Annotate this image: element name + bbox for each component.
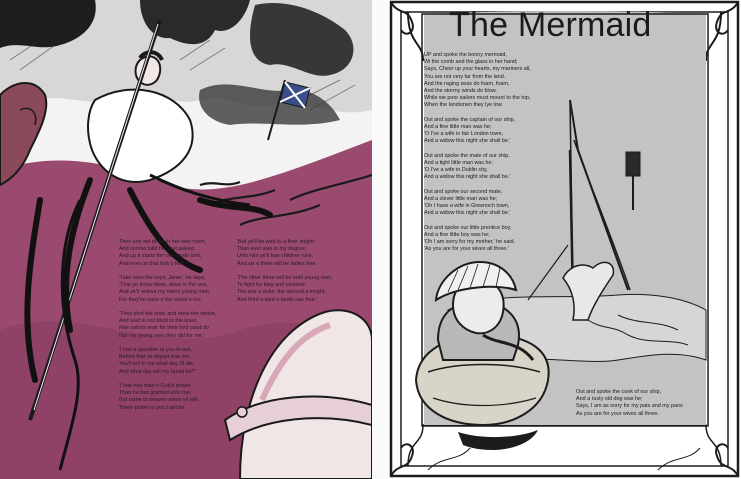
right-stanza: Out and spoke the captain of our ship, And a fine little man was he; 'O I've a wife in fair London town, And a widow this night she shall be.' bbox=[424, 116, 516, 145]
left-stanza: Then she sat down in her own room, And sorrow lulld her fast asleep, And up it starts her own gude lord, And even at that lady's feet. bbox=[119, 239, 207, 267]
right-stanza: UP and spoke the bonny mermaid, Wi the comb and the glass in her hand; Says, Cheer up your hearts, my mariners all, You are not very far from the land. And the raging seas do foam, foam, And the stormy winds do blow, While we poor sailors must mount to the top, When the landsmen they lye low. bbox=[424, 52, 531, 109]
left-stanza: 'I hae a question at you to ask, Before that ye depart frae me; You'll tell to me what day I'll die, And what day will my burial be?' bbox=[119, 347, 196, 375]
page-gutter bbox=[372, 0, 388, 479]
left-text-column-1 bbox=[119, 239, 231, 419]
book-title: The Mermaid bbox=[449, 6, 652, 44]
left-text-column-2 bbox=[237, 239, 352, 311]
right-stanza: Out and spoke the mate of our ship, And a tight little man was he; 'O I've a wife in Dublin city, And a widow this night she shall be.' bbox=[424, 152, 511, 181]
pot-shadow bbox=[458, 430, 538, 450]
right-text-column bbox=[424, 52, 594, 261]
left-stanza: 'They shot the shot, and drew the stroke, And wad in red bluid to the knee; Nae sailors mair for their lord coud do Nor my young men they did for me.' bbox=[119, 311, 217, 339]
right-final-stanza bbox=[576, 389, 696, 425]
left-stanza: 'Take here the keys, Janet,' he says, 'That ye threw deep, deep in the sea; And ye'll relieve my merry young men, For they've nane o the swick o me. bbox=[119, 275, 211, 303]
right-stanza: Out and spoke the cook of our ship, And a rusty old dog was he; Says, I am as sorry for my pats and my pans As you are for your wives all three. bbox=[576, 389, 683, 417]
right-stanza: Out and spoke our second mate, And a clever little man was he; 'Oh I have a wife in Greenoch town, And a widow this night she shall be.' bbox=[424, 188, 511, 217]
left-stanza: 'The other three will be bold young men, To fight for king and countrie; The ane a duke, the second a knight, And third a laird o lands sae free.' bbox=[237, 275, 333, 303]
knight-cloak bbox=[88, 90, 193, 182]
right-stanza: Out and spoke our little prentice boy, And a fine little boy was he; 'Oh I am sorry for my mother,' he said, 'As you are for your wives all three.' bbox=[424, 224, 516, 253]
left-stanza: 'I hae nae mair o God's power Than he has granted unto me; But come to heaven when ye will, There porter to you I will be. bbox=[119, 383, 200, 411]
left-stanza: 'But ye'll be wed to a finer knight Than ever was in my degree; Unto him ye'll hae children nine, And six o them will be ladies free. bbox=[237, 239, 317, 267]
